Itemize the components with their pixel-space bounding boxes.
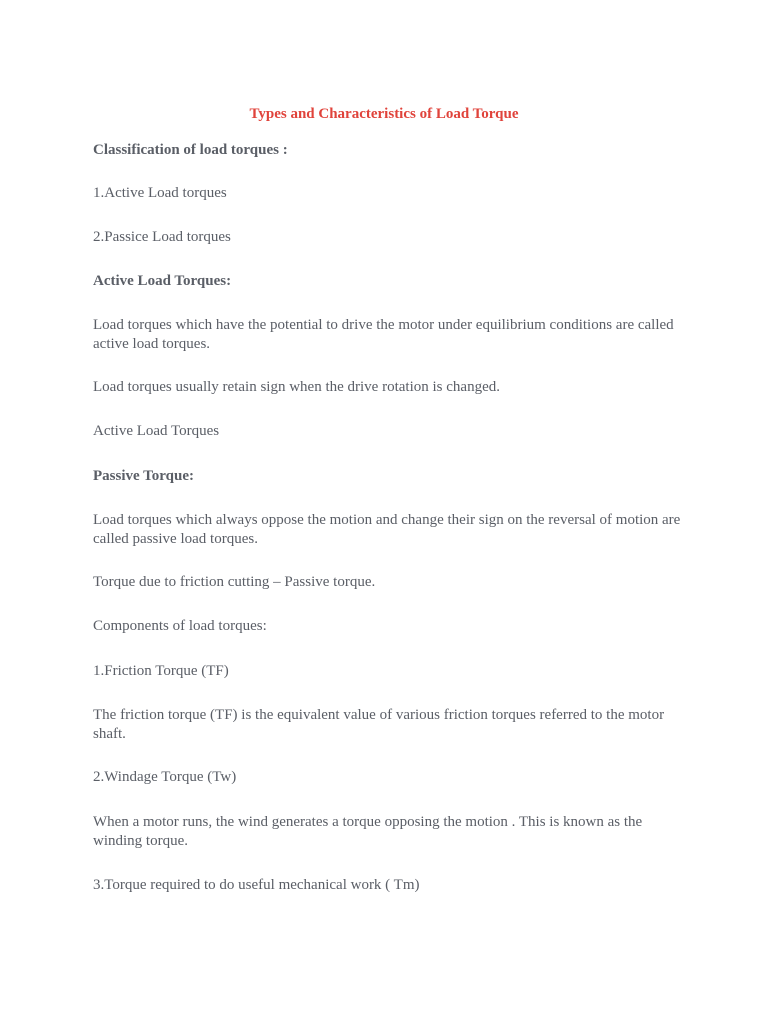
component-2-description: When a motor runs, the wind generates a torque opposing the motion . This is known as the winding torque.	[93, 814, 643, 849]
document-title: Types and Characteristics of Load Torque	[249, 106, 519, 122]
active-torques-paragraph-2: Load torques usually retain sign when the drive rotation is changed.	[93, 379, 500, 395]
passive-torque-heading: Passive Torque:	[93, 468, 194, 484]
passive-torque-paragraph-1: Load torques which always oppose the motion and change their sign on the reversal of motion are called passive load torques.	[93, 512, 681, 547]
classification-item-1: 1.Active Load torques	[93, 185, 227, 201]
active-torques-heading: Active Load Torques:	[93, 273, 232, 289]
component-1-title: 1.Friction Torque (TF)	[93, 663, 229, 679]
component-1-description: The friction torque (TF) is the equivalent value of various friction torques referred to the motor shaft.	[93, 707, 665, 742]
classification-heading: Classification of load torques :	[93, 142, 288, 158]
passive-torque-paragraph-2: Torque due to friction cutting – Passive torque.	[93, 574, 376, 590]
active-torques-label: Active Load Torques	[93, 423, 220, 439]
component-3-title: 3.Torque required to do useful mechanical work ( Tm)	[93, 877, 420, 893]
active-torques-paragraph-1: Load torques which have the potential to drive the motor under equilibrium conditions are called active load torques.	[93, 317, 674, 352]
component-2-title: 2.Windage Torque (Tw)	[93, 769, 237, 785]
components-heading: Components of load torques:	[93, 618, 267, 634]
classification-item-2: 2.Passice Load torques	[93, 229, 231, 245]
